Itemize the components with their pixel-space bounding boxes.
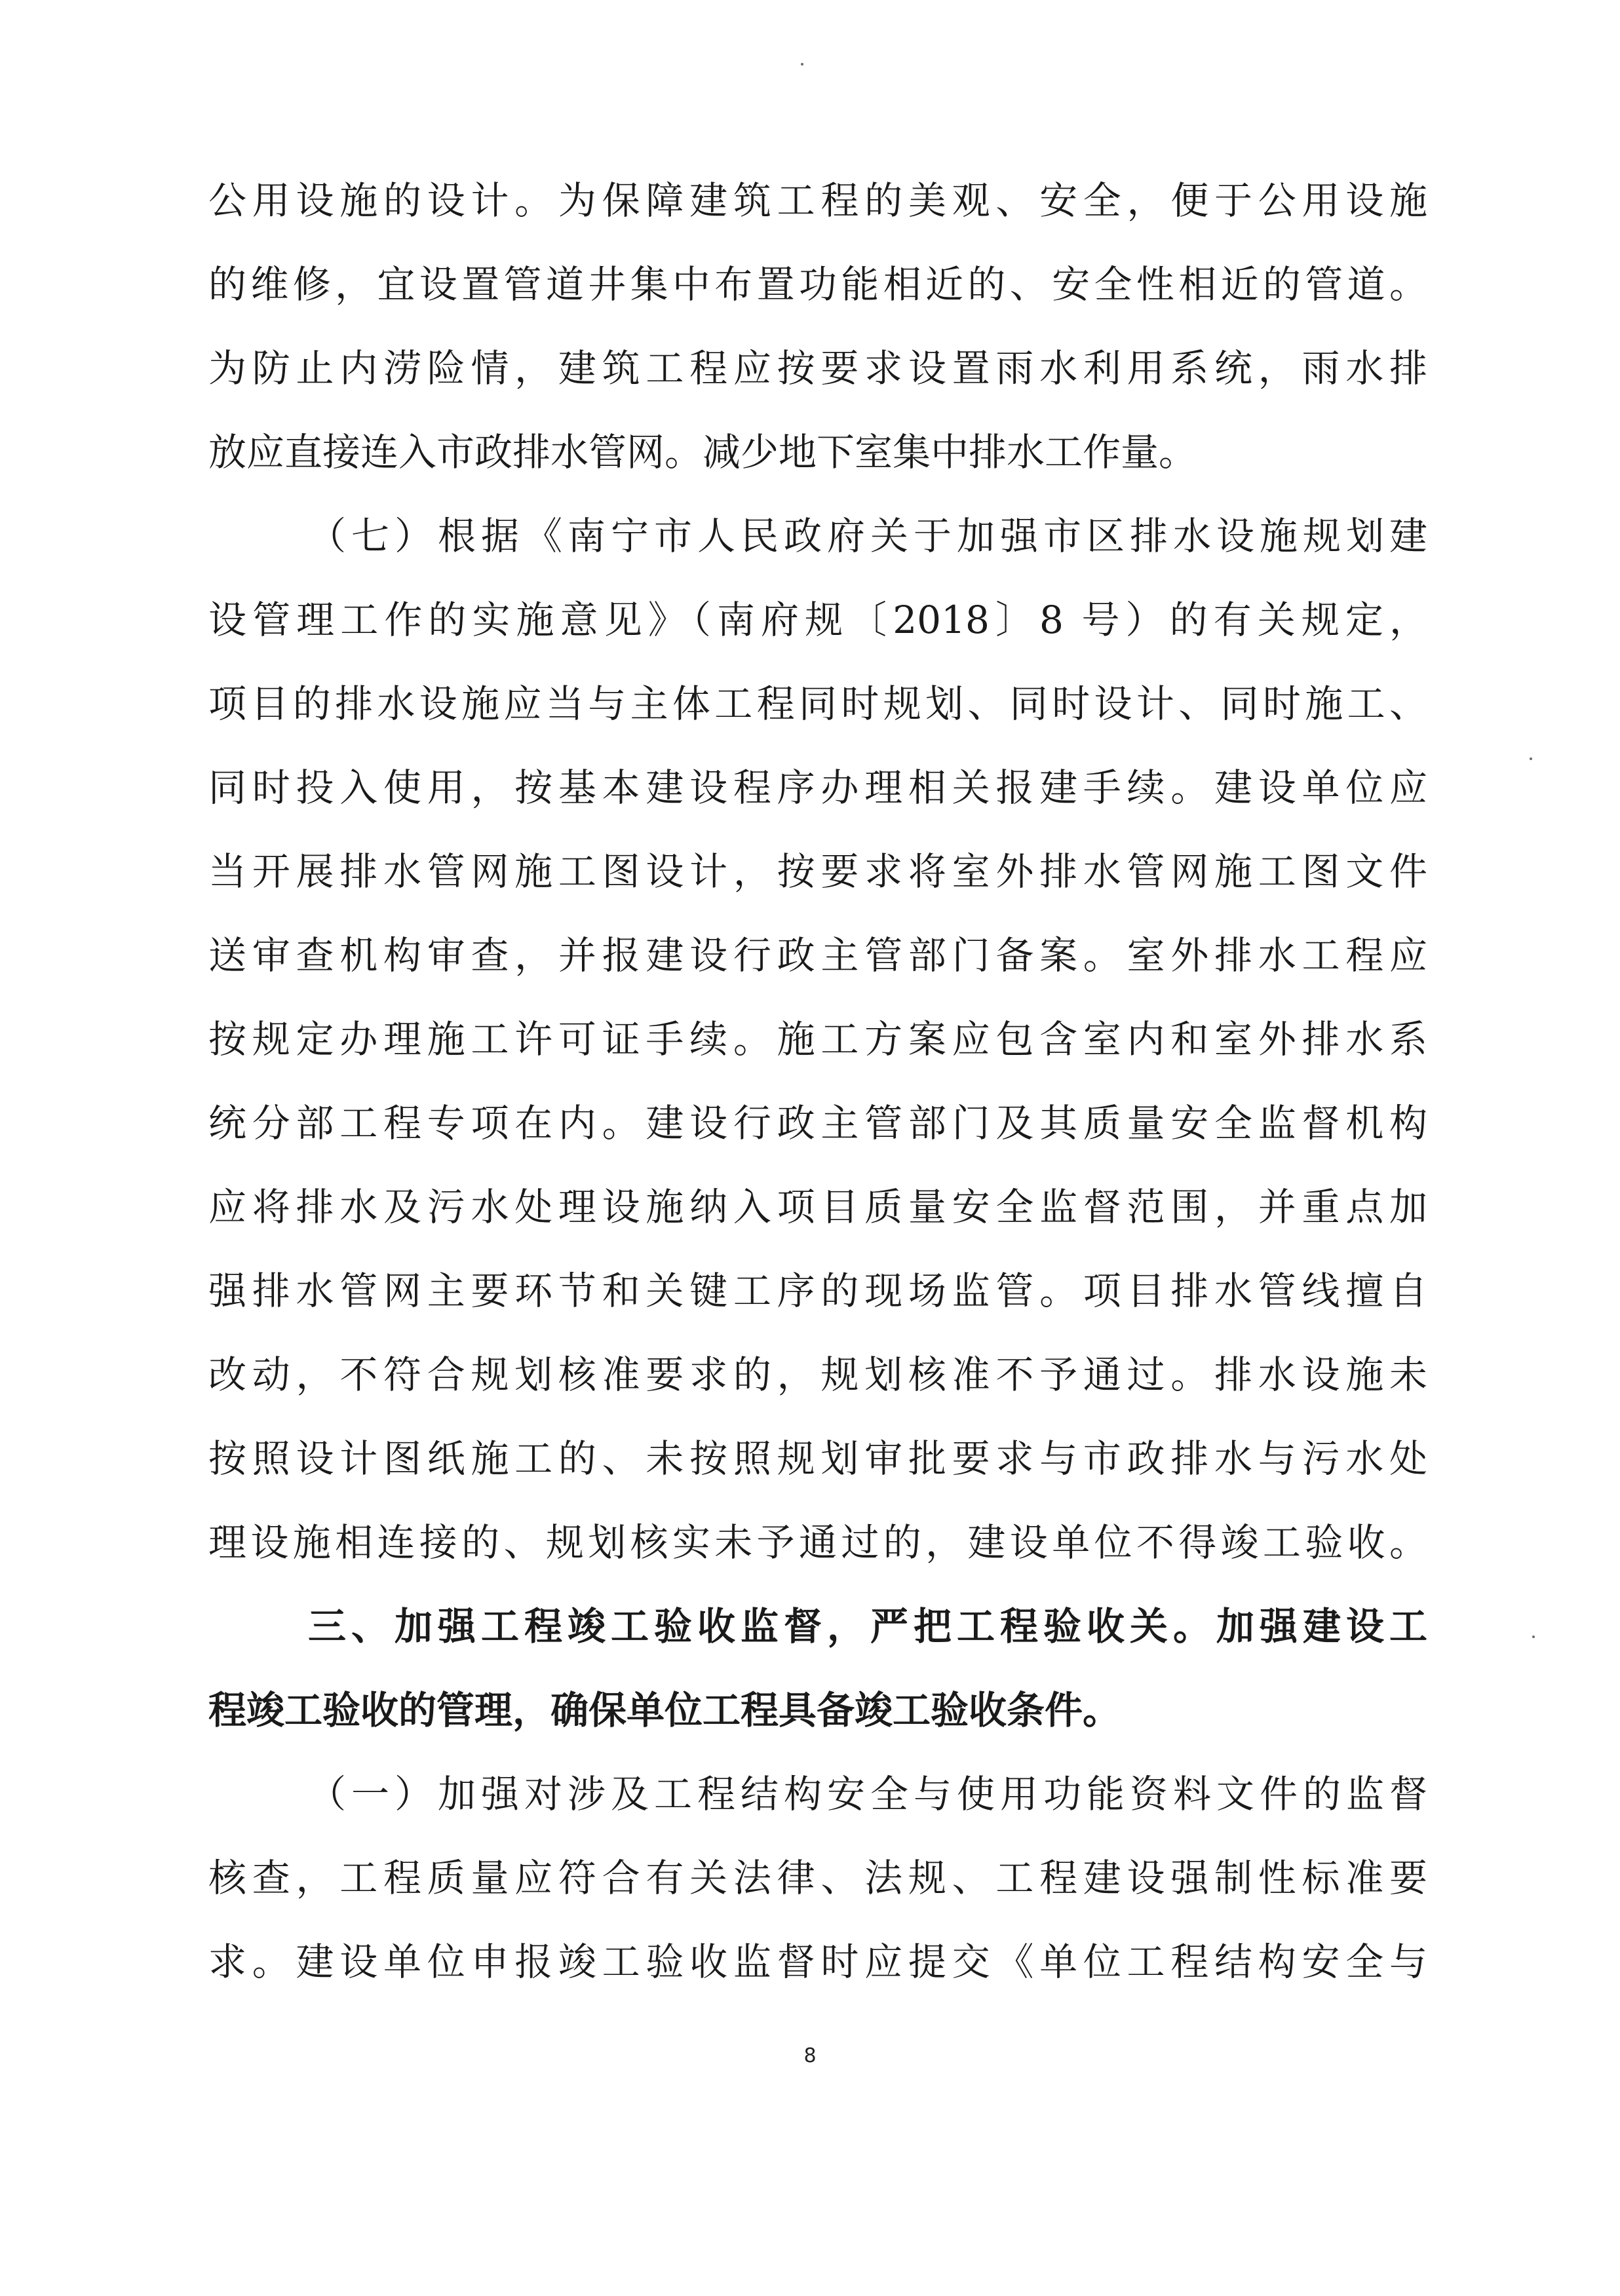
- scan-speck: [801, 63, 803, 66]
- paragraph-2-line-6: 送审查机构审查，并报建设行政主管部门备案。室外排水工程应: [208, 933, 1427, 978]
- paragraph-2-line-8: 统分部工程专项在内。建设行政主管部门及其质量安全监督机构: [208, 1101, 1427, 1145]
- paragraph-2-line-7: 按规定办理施工许可证手续。施工方案应包含室内和室外排水系: [208, 1017, 1427, 1062]
- paragraph-2-line-2: 设管理工作的实施意见》（南府规〔2018〕8 号）的有关规定，: [208, 598, 1427, 642]
- paragraph-2-line-12: 按照设计图纸施工的、未按照规划审批要求与市政排水与污水处: [208, 1436, 1427, 1481]
- paragraph-1-line-1: 公用设施的设计。为保障建筑工程的美观、安全，便于公用设施: [208, 178, 1427, 223]
- paragraph-4-line-1: （一）加强对涉及工程结构安全与使用功能资料文件的监督: [308, 1772, 1427, 1816]
- paragraph-2-line-5: 当开展排水管网施工图设计，按要求将室外排水管网施工图文件: [208, 849, 1427, 894]
- paragraph-2-line-13: 理设施相连接的、规划核实未予通过的，建设单位不得竣工验收。: [208, 1520, 1427, 1565]
- paragraph-1-line-2: 的维修，宜设置管道井集中布置功能相近的、安全性相近的管道。: [208, 262, 1427, 307]
- paragraph-2-line-10: 强排水管网主要环节和关键工序的现场监管。项目排水管线擅自: [208, 1269, 1427, 1313]
- paragraph-2-line-11: 改动，不符合规划核准要求的，规划核准不予通过。排水设施未: [208, 1352, 1427, 1397]
- paragraph-2-line-4: 同时投入使用，按基本建设程序办理相关报建手续。建设单位应: [208, 765, 1427, 810]
- page-number: 8: [803, 2044, 817, 2067]
- paragraph-2-line-3: 项目的排水设施应当与主体工程同时规划、同时设计、同时施工、: [208, 681, 1427, 726]
- paragraph-1-line-3: 为防止内涝险情，建筑工程应按要求设置雨水利用系统，雨水排: [208, 346, 1427, 391]
- paragraph-1-line-4: 放应直接连入市政排水管网。减少地下室集中排水工作量。: [208, 430, 1197, 474]
- section-3-heading-line-1: 三、加强工程竣工验收监督，严把工程验收关。加强建设工: [308, 1604, 1427, 1649]
- scan-speck: [1532, 1636, 1535, 1638]
- paragraph-4-line-2: 核查，工程质量应符合有关法律、法规、工程建设强制性标准要: [208, 1856, 1427, 1900]
- section-3-heading-line-2: 程竣工验收的管理，确保单位工程具备竣工验收条件。: [208, 1688, 1121, 1732]
- paragraph-2-line-9: 应将排水及污水处理设施纳入项目质量安全监督范围，并重点加: [208, 1185, 1427, 1229]
- scan-speck: [1530, 757, 1532, 760]
- paragraph-2-line-1: （七）根据《南宁市人民政府关于加强市区排水设施规划建: [308, 514, 1427, 558]
- paragraph-4-line-3: 求。建设单位申报竣工验收监督时应提交《单位工程结构安全与: [208, 1940, 1427, 1984]
